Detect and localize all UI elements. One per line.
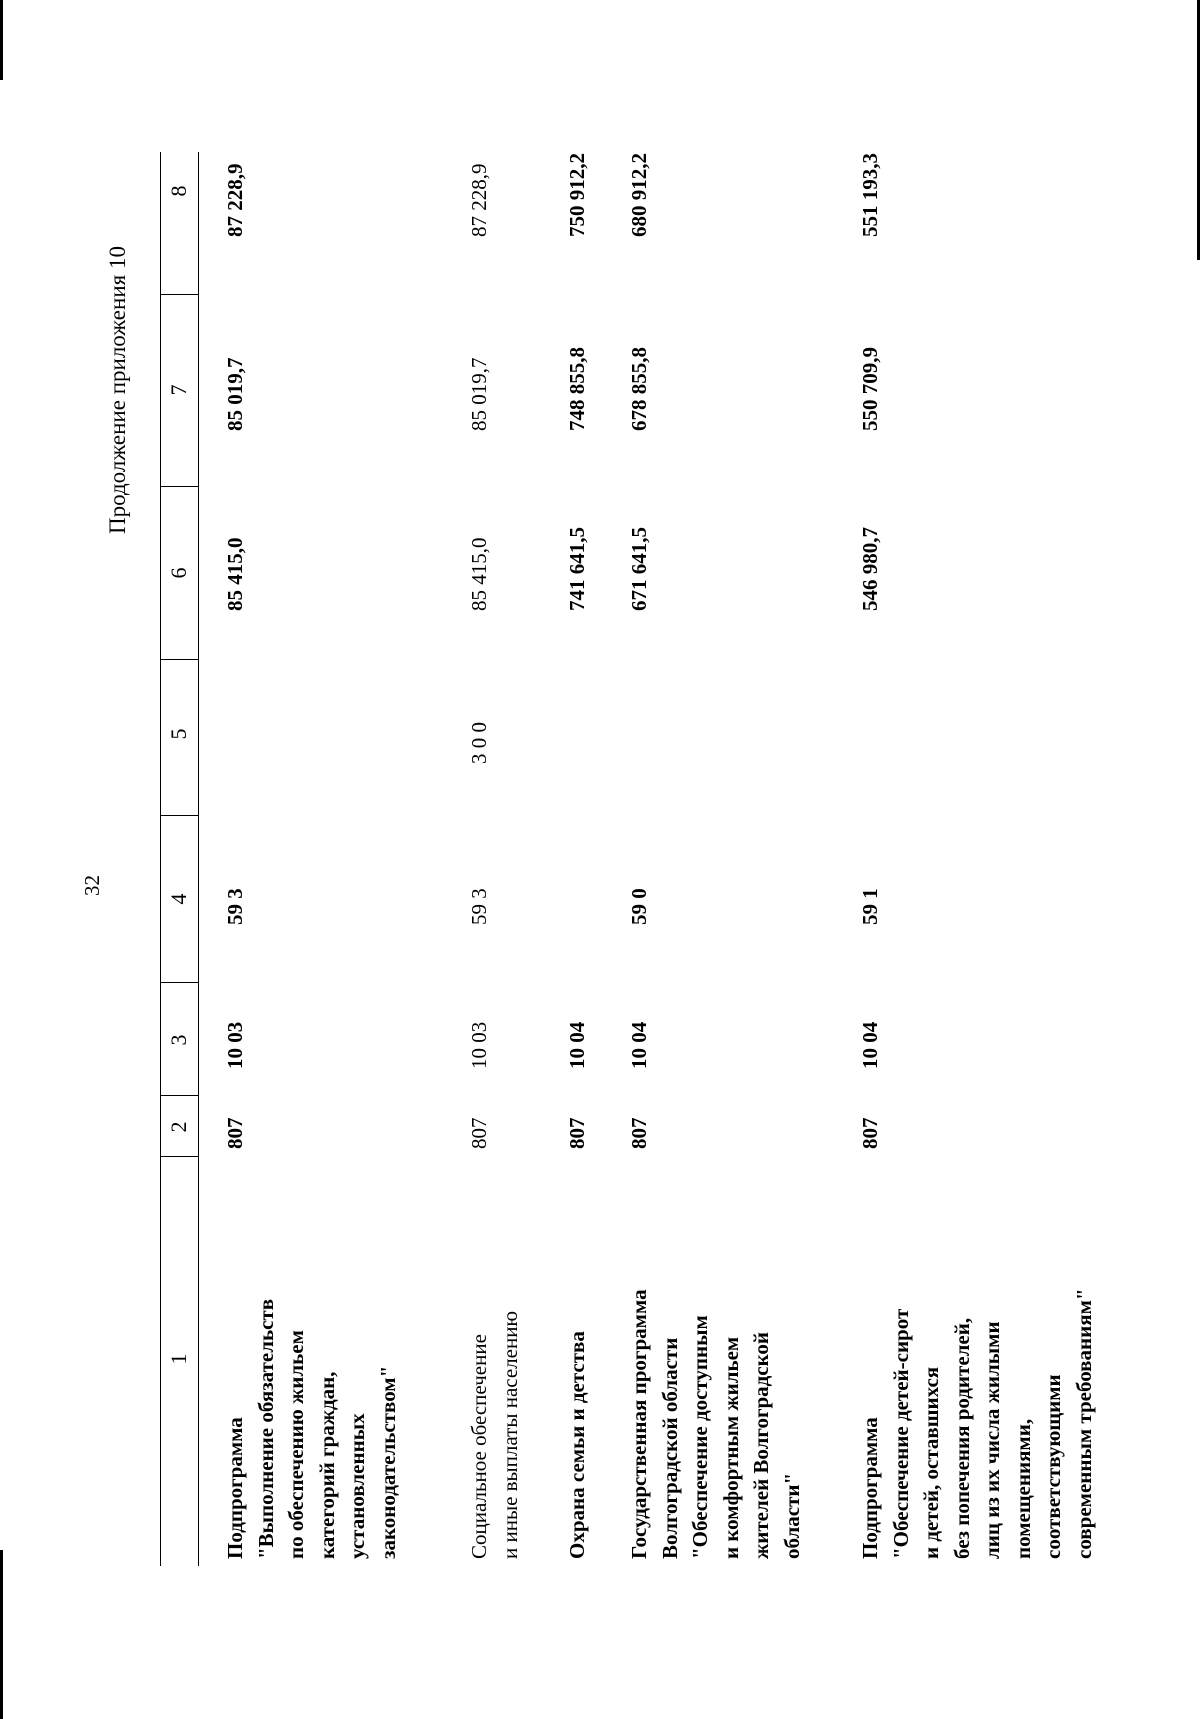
row-4-name-line: Государственная программа	[627, 1289, 651, 1559]
table-top-border	[160, 152, 161, 1566]
row-2-col-2: 807	[467, 1117, 491, 1149]
col-divider-7	[160, 294, 198, 295]
header-col-4: 4	[166, 893, 191, 905]
col-divider-4	[160, 815, 198, 816]
row-5-col-6: 546 980,7	[858, 527, 882, 611]
header-col-2: 2	[166, 1121, 191, 1133]
col-divider-2	[160, 1095, 198, 1096]
header-col-6: 6	[166, 567, 191, 579]
row-1-col-4: 59 3	[223, 888, 247, 925]
row-5-name-line: современным требованиям"	[1071, 1288, 1096, 1559]
row-4-name-line: "Обеспечение доступным	[688, 1315, 712, 1559]
row-2-col-3: 10 03	[467, 1021, 491, 1069]
row-5-name-line: без попечения родителей,	[949, 1317, 974, 1559]
header-col-1: 1	[166, 1353, 191, 1365]
row-1-name-line: "Выполнение обязательств	[253, 1298, 278, 1559]
row-4-col-4: 59 0	[627, 888, 651, 925]
row-5-col-8: 551 193,3	[858, 153, 882, 237]
row-2-name-line: Социальное обеспечение	[467, 1334, 491, 1559]
row-3-col-2: 807	[565, 1117, 589, 1149]
row-3-name	[562, 1331, 593, 1559]
row-3-name-line: Охрана семьи и детства	[565, 1331, 589, 1559]
row-1-name-line: категорий граждан,	[314, 1371, 339, 1559]
row-5-name	[855, 1288, 1099, 1559]
col-divider-6	[160, 486, 198, 487]
col-divider-1	[160, 1156, 198, 1157]
row-1-col-3: 10 03	[223, 1021, 247, 1069]
row-4-name-line: области"	[779, 1472, 804, 1559]
row-1-name-line: установленных	[345, 1413, 369, 1559]
row-3-col-6: 741 641,5	[565, 527, 589, 611]
row-1-name	[220, 1299, 403, 1559]
row-4-col-3: 10 04	[627, 1021, 651, 1069]
row-2-col-8: 87 228,9	[467, 163, 491, 237]
row-1-col-7: 85 019,7	[223, 357, 247, 431]
row-4-name-line: жителей Волгоградской	[749, 1331, 773, 1559]
row-5-col-7: 550 709,9	[858, 347, 882, 431]
row-4-col-7: 678 855,8	[627, 347, 651, 431]
row-2-name-line: и иные выплаты населению	[497, 1310, 522, 1559]
row-4-col-6: 671 641,5	[627, 527, 651, 611]
row-5-col-4: 59 1	[858, 888, 882, 925]
row-2-col-6: 85 415,0	[467, 537, 491, 611]
page-number: 32	[80, 875, 104, 896]
row-2-col-4: 59 3	[467, 888, 491, 925]
row-1-col-8: 87 228,9	[223, 163, 247, 237]
row-5-col-2: 807	[858, 1117, 882, 1149]
row-3-col-8: 750 912,2	[565, 153, 589, 237]
col-divider-5	[160, 659, 198, 660]
row-5-name-line: лиц из их числа жилыми	[980, 1321, 1004, 1559]
row-4-name-line: Волгоградской области	[657, 1337, 682, 1559]
header-col-3: 3	[166, 1034, 191, 1046]
continuation-label: Продолжение приложения 10	[105, 246, 130, 534]
header-col-5: 5	[166, 728, 191, 740]
col-divider-3	[160, 982, 198, 983]
header-col-8: 8	[166, 185, 191, 197]
row-4-name-line: и комфортным жильем	[718, 1336, 743, 1559]
row-3-col-7: 748 855,8	[565, 347, 589, 431]
header-col-7: 7	[166, 384, 191, 396]
row-5-name-line: помещениями,	[1010, 1418, 1035, 1559]
row-4-col-2: 807	[627, 1117, 651, 1149]
row-4-name	[624, 1289, 807, 1559]
row-5-col-3: 10 04	[858, 1021, 882, 1069]
row-5-name-line: "Обеспечение детей-сирот	[888, 1308, 913, 1559]
row-1-name-line: Подпрограмма	[223, 1417, 247, 1559]
row-1-col-6: 85 415,0	[223, 537, 247, 611]
row-4-col-8: 680 912,2	[627, 153, 651, 237]
table-header-bottom-border	[198, 152, 199, 1566]
row-1-col-2: 807	[223, 1117, 247, 1149]
row-5-name-line: и детей, оставшихся	[919, 1366, 943, 1559]
row-2-col-7: 85 019,7	[467, 357, 491, 431]
row-5-name-line: Подпрограмма	[858, 1417, 882, 1559]
row-1-name-line: по обеспечению жильем	[284, 1330, 308, 1559]
row-5-name-line: соответствующими	[1041, 1374, 1065, 1559]
row-2-name	[464, 1311, 525, 1559]
row-3-col-3: 10 04	[565, 1021, 589, 1069]
row-1-name-line: законодательством"	[375, 1365, 400, 1559]
row-2-col-5: 3 0 0	[467, 722, 491, 764]
